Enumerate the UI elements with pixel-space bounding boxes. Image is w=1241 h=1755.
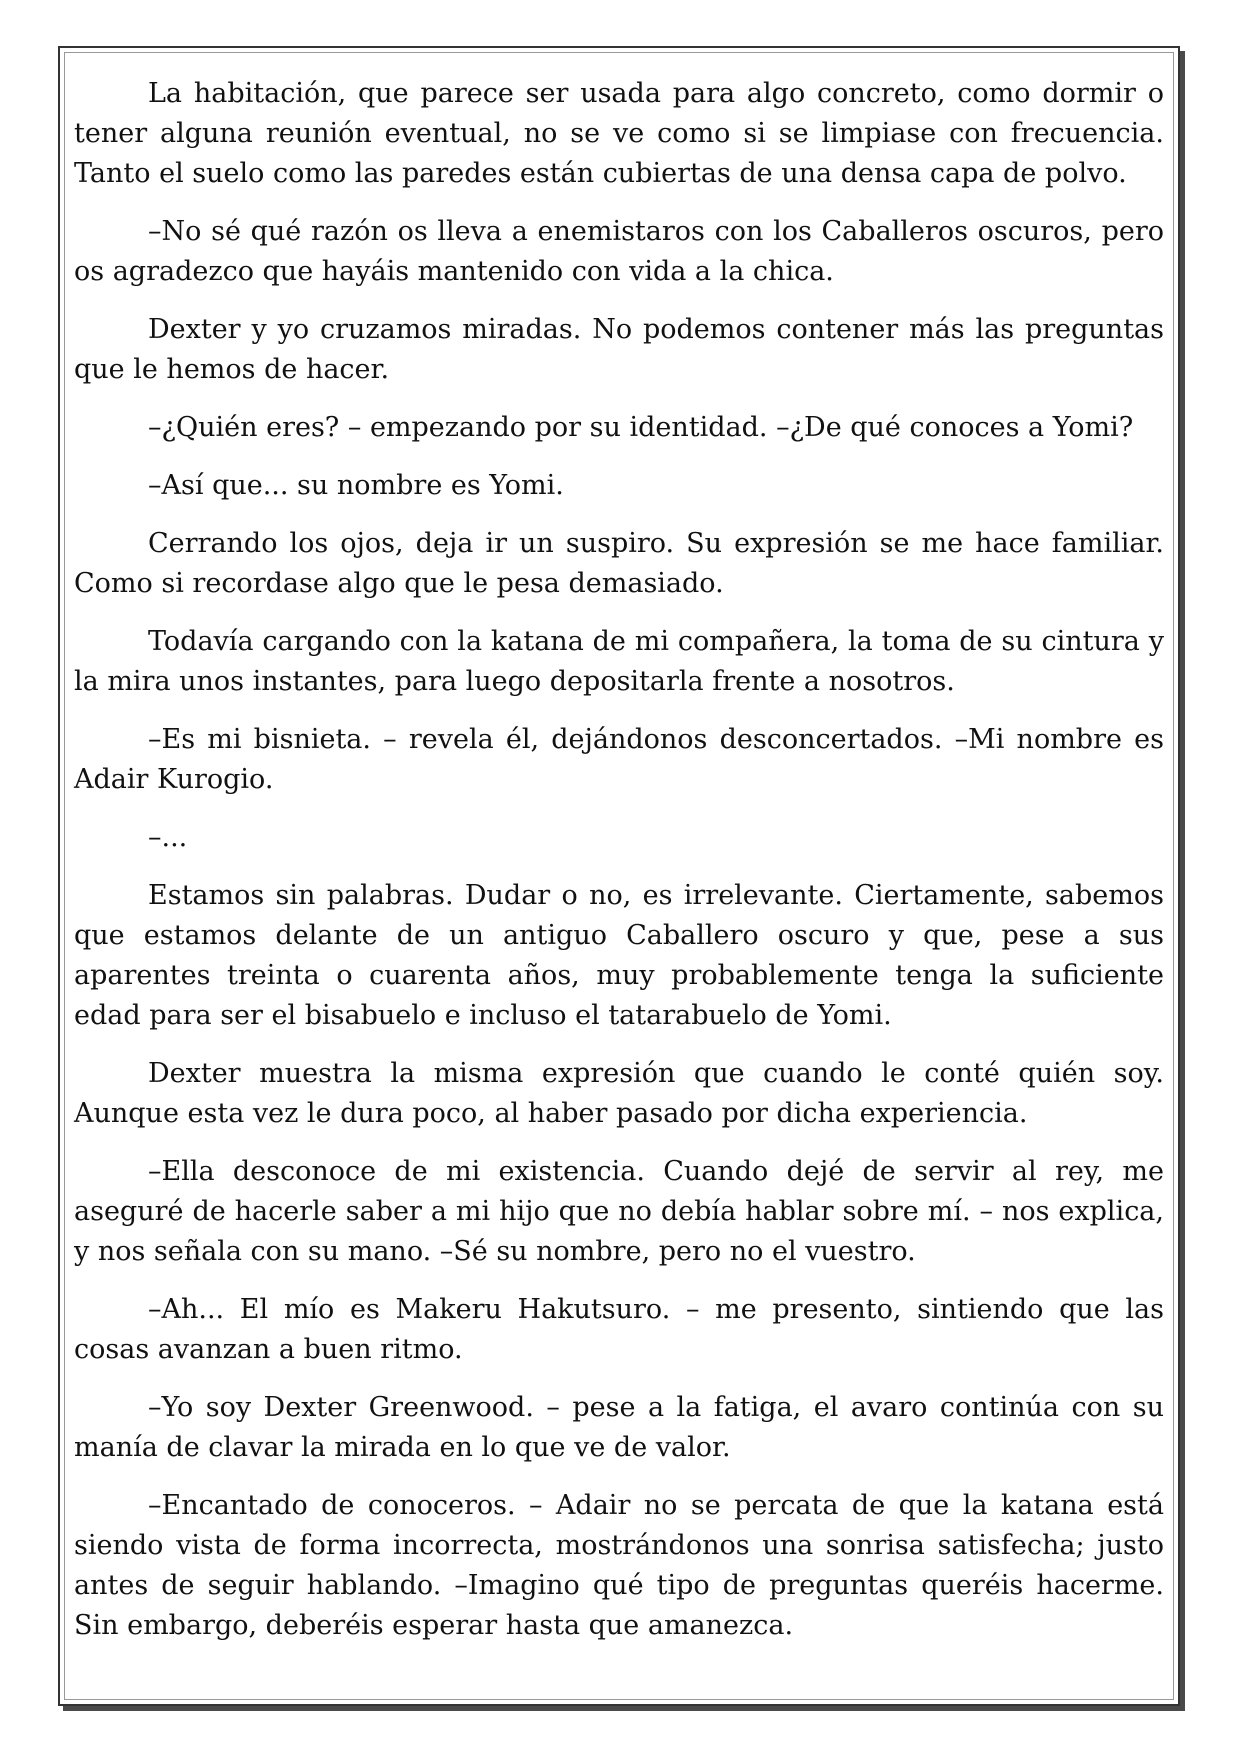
- paragraph-14: –Yo soy Dexter Greenwood. – pese a la fatiga, el avaro continúa con su manía de clavar la mirada en lo que ve de valor.: [74, 1392, 1164, 1463]
- paragraph-1: La habitación, que parece ser usada para algo concreto, como dormir o tener alguna reunión eventual, no se ve como si se limpiase con frecuencia. Tanto el suelo como las paredes están cubiertas de una densa capa de polvo.: [74, 78, 1164, 189]
- paragraph-12: –Ella desconoce de mi existencia. Cuando dejé de servir al rey, me aseguré de hacerle saber a mi hijo que no debía hablar sobre mí. – nos explica, y nos señala con su mano. –Sé su nombre, pero no el vuestro.: [74, 1156, 1164, 1267]
- paragraph-13: –Ah... El mío es Makeru Hakutsuro. – me presento, sintiendo que las cosas avanzan a buen ritmo.: [74, 1294, 1164, 1365]
- paragraph-9: –...: [148, 822, 188, 853]
- paragraph-5: –Así que... su nombre es Yomi.: [148, 470, 564, 501]
- paragraph-15: –Encantado de conoceros. – Adair no se percata de que la katana está siendo vista de forma incorrecta, mostrándonos una sonrisa satisfecha; justo antes de seguir hablando. –Imagino qué tipo de preguntas queréis hacerme. Sin embargo, deberéis esperar hasta que amanezca.: [74, 1490, 1164, 1641]
- paragraph-8: –Es mi bisnieta. – revela él, dejándonos desconcertados. –Mi nombre es Adair Kurogio.: [74, 724, 1164, 795]
- paragraph-4: –¿Quién eres? – empezando por su identidad. –¿De qué conoces a Yomi?: [148, 412, 1134, 443]
- paragraph-11: Dexter muestra la misma expresión que cuando le conté quién soy. Aunque esta vez le dura poco, al haber pasado por dicha experiencia.: [74, 1058, 1164, 1129]
- document-body: [74, 74, 1164, 1664]
- paragraph-2: –No sé qué razón os lleva a enemistaros con los Caballeros oscuros, pero os agradezco que hayáis mantenido con vida a la chica.: [74, 216, 1164, 287]
- paragraph-6: Cerrando los ojos, deja ir un suspiro. Su expresión se me hace familiar. Como si recordase algo que le pesa demasiado.: [74, 528, 1164, 599]
- paragraph-3: Dexter y yo cruzamos miradas. No podemos contener más las preguntas que le hemos de hacer.: [74, 314, 1164, 385]
- paragraph-7: Todavía cargando con la katana de mi compañera, la toma de su cintura y la mira unos instantes, para luego depositarla frente a nosotros.: [74, 626, 1164, 697]
- paragraph-10: Estamos sin palabras. Dudar o no, es irrelevante. Ciertamente, sabemos que estamos delante de un antiguo Caballero oscuro y que, pese a sus aparentes treinta o cuarenta años, muy probablemente tenga la suficiente edad para ser el bisabuelo e incluso el tatarabuelo de Yomi.: [74, 880, 1164, 1031]
